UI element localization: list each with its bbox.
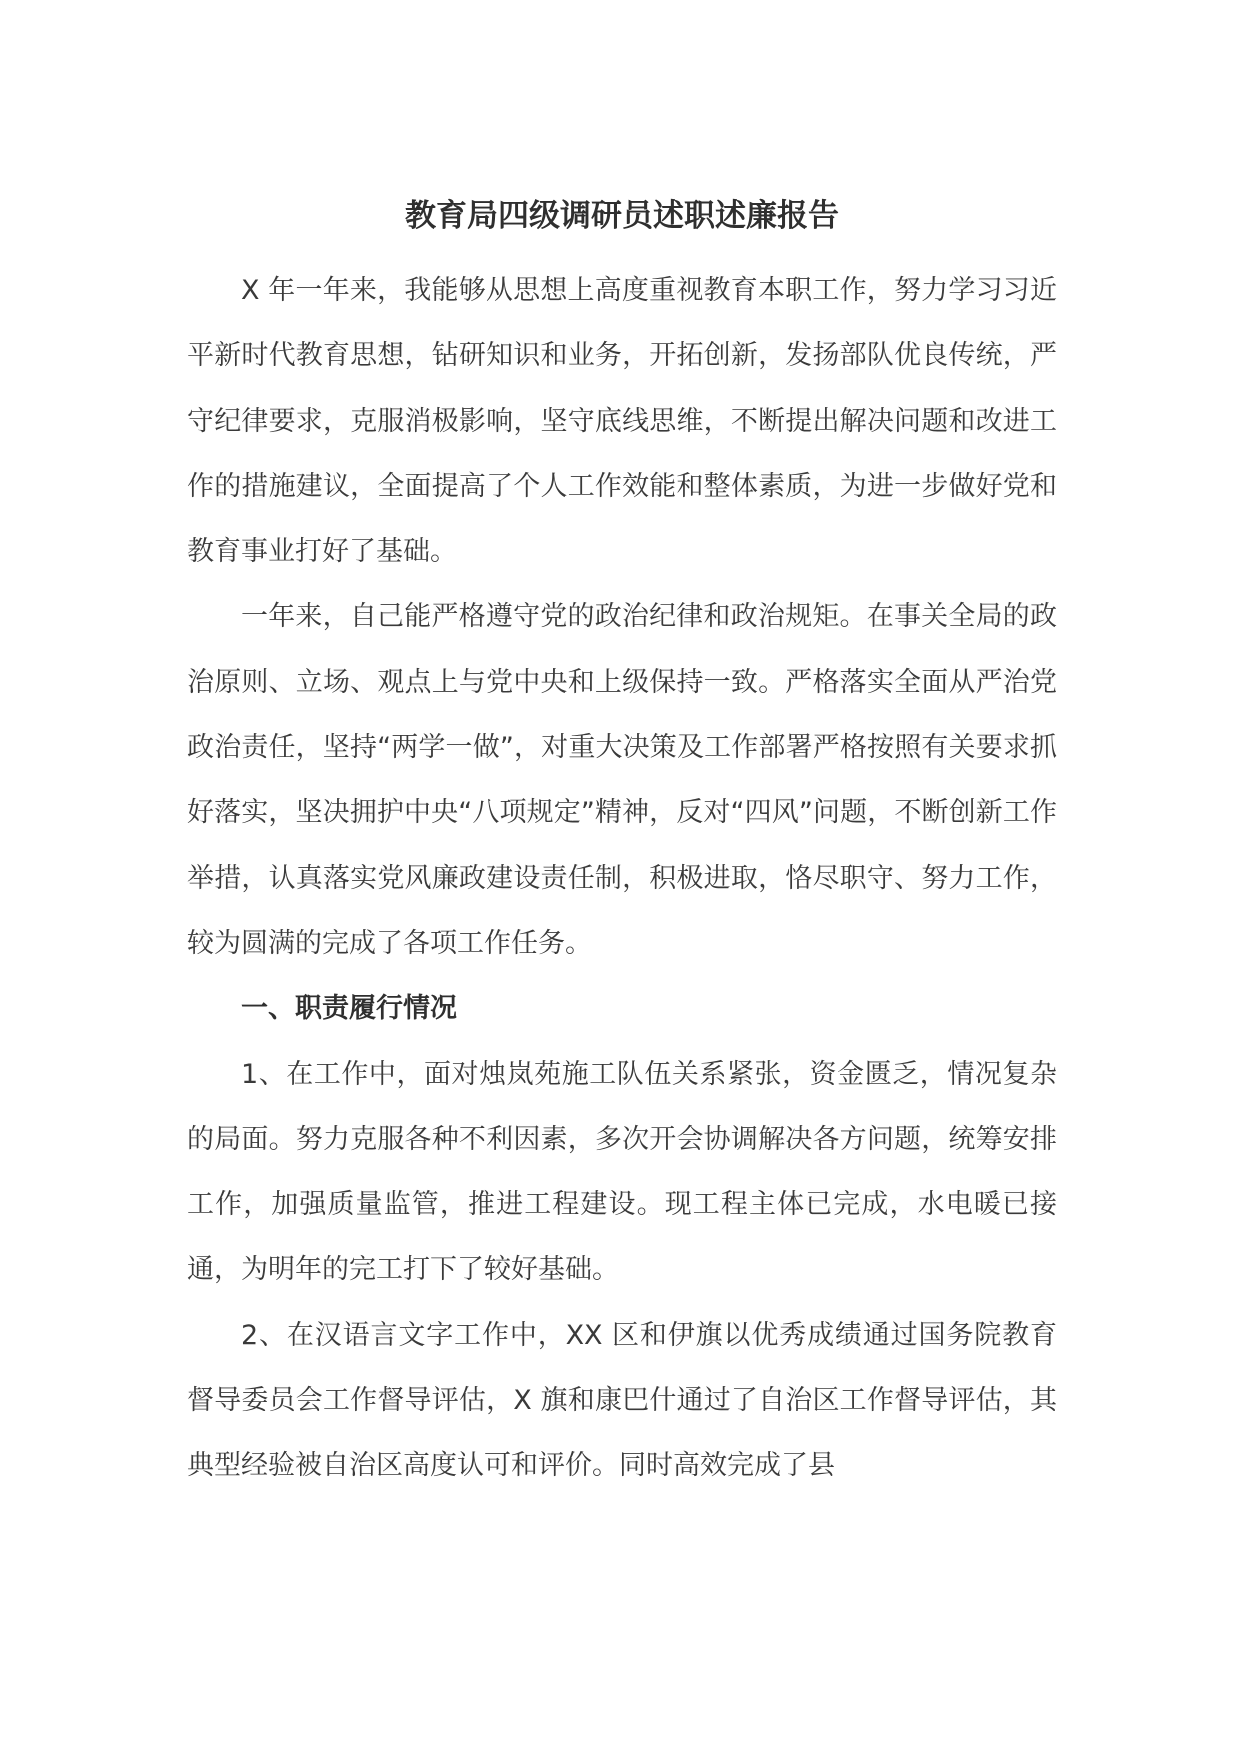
paragraph-intro: X 年一年来，我能够从思想上高度重视教育本职工作，努力学习习近平新时代教育思想，钻研知识和业务，开拓创新，发扬部队优良传统，严守纪律要求，克服消极影响，坚守底线思维，不断提出解决问题和改进工作的措施建议，全面提高了个人工作效能和整体素质，为进一步做好党和教育事业打好了基础。 — [187, 275, 1057, 568]
document-title: 教育局四级调研员述职述廉报告 — [405, 198, 839, 234]
document-body — [187, 196, 1057, 1499]
section-heading-duty: 一、职责履行情况 — [241, 993, 457, 1025]
paragraph-discipline: 一年来，自己能严格遵守党的政治纪律和政治规矩。在事关全局的政治原则、立场、观点上与党中央和上级保持一致。严格落实全面从严治党政治责任，坚持“两学一做”，对重大决策及工作部署严格按照有关要求抓好落实，坚决拥护中央“八项规定”精神，反对“四风”问题，不断创新工作举措，认真落实党风廉政建设责任制，积极进取，恪尽职守、努力工作，较为圆满的完成了各项工作任务。 — [187, 601, 1057, 959]
paragraph-item-2: 2、在汉语言文字工作中，XX 区和伊旗以优秀成绩通过国务院教育督导委员会工作督导评估，X 旗和康巴什通过了自治区工作督导评估，其典型经验被自治区高度认可和评价。同时高效完成了县 — [187, 1319, 1057, 1482]
paragraph-item-1: 1、在工作中，面对烛岚苑施工队伍关系紧张，资金匮乏，情况复杂的局面。努力克服各种不利因素，多次开会协调解决各方问题，统筹安排工作，加强质量监管，推进工程建设。现工程主体已完成，水电暖已接通，为明年的完工打下了较好基础。 — [187, 1058, 1057, 1286]
